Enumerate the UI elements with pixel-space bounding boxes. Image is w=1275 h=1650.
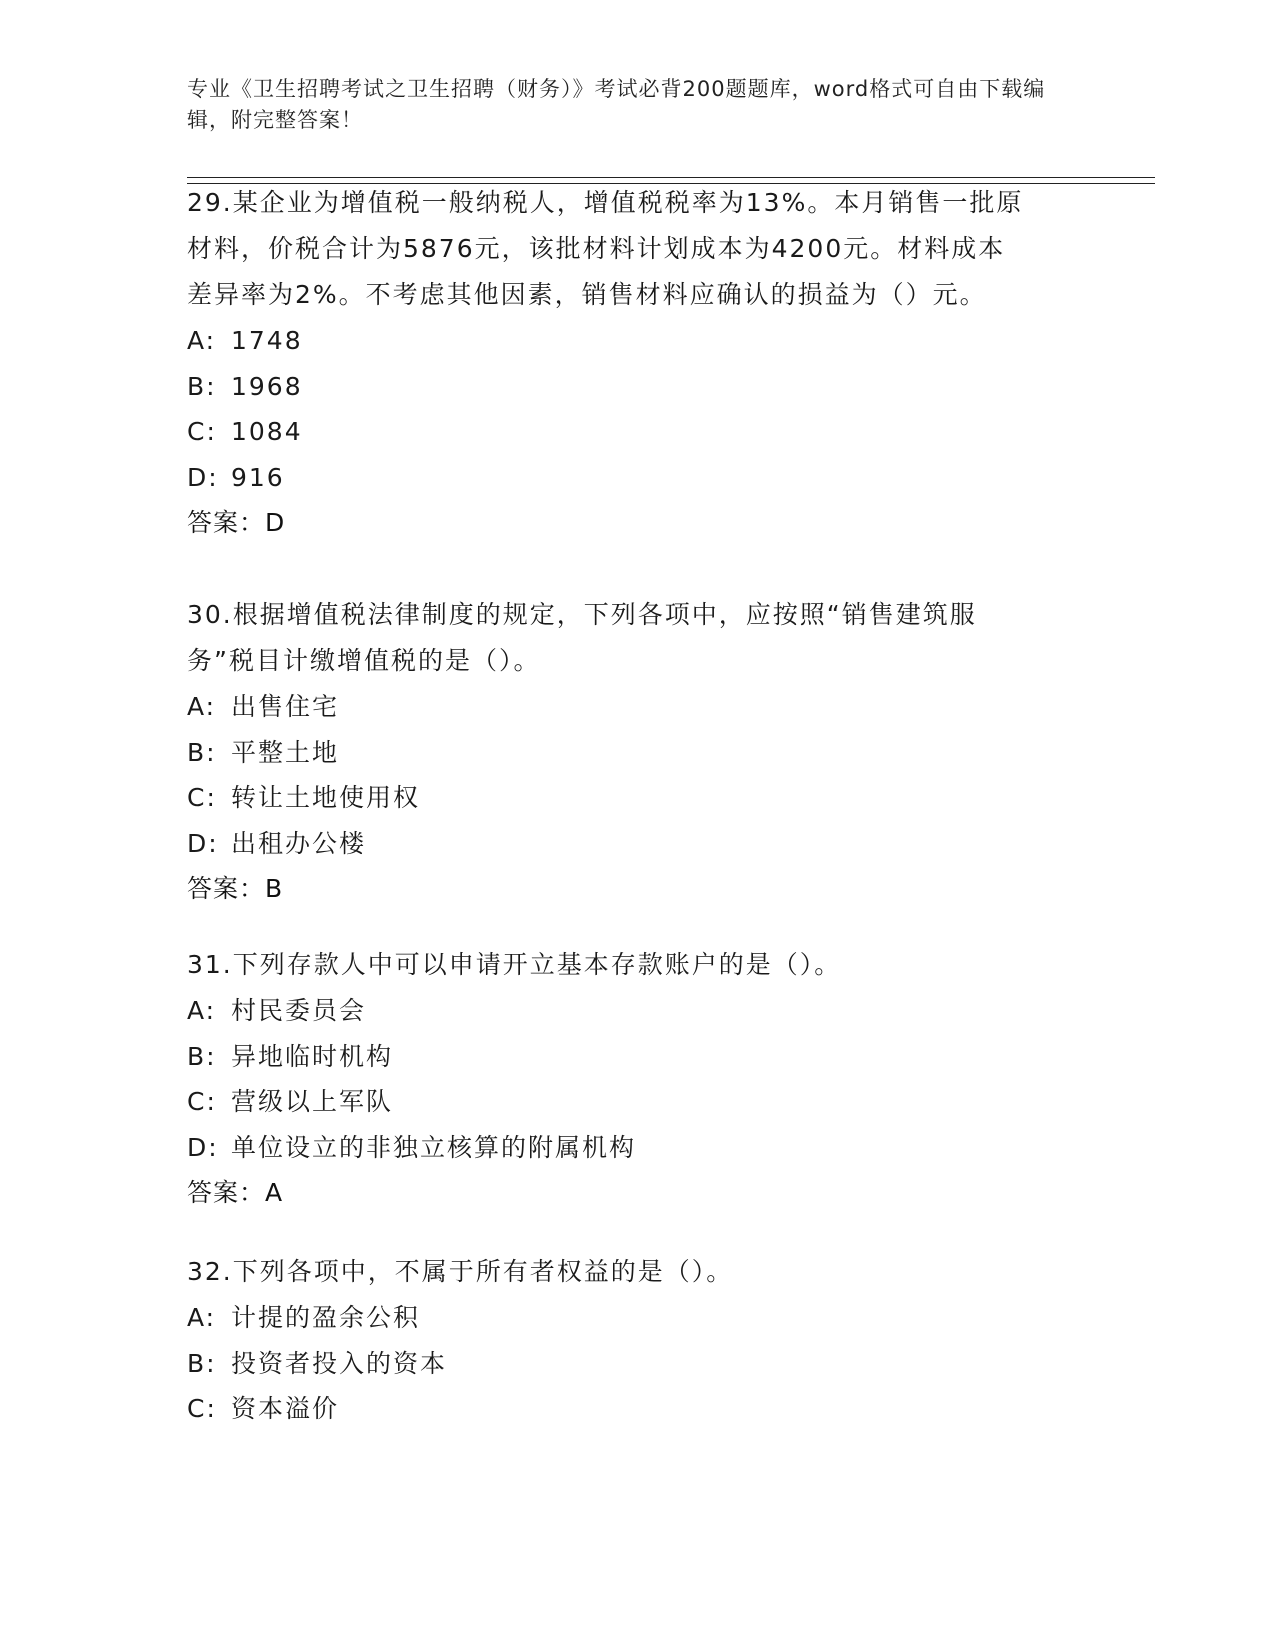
option-c xyxy=(187,1079,1087,1125)
option-letter: D: xyxy=(187,1132,219,1162)
option-a xyxy=(187,988,1087,1034)
question-29 xyxy=(187,180,1027,546)
option-text: 916 xyxy=(231,462,285,492)
option-letter: C: xyxy=(187,1087,217,1116)
option-letter: B: xyxy=(187,371,217,401)
option-letter: A: xyxy=(187,1303,217,1332)
option-c xyxy=(187,1386,1087,1432)
question-stem: 29.某企业为增值税一般纳税人，增值税税率为13%。本月销售一批原材料，价税合计为5876元，该批材料计划成本为4200元。材料成本差异率为2%。不考虑其他因素，销售材料应确认的损益为（）元。 xyxy=(187,188,1024,309)
option-text: 转让土地使用权 xyxy=(231,783,421,812)
option-letter: C: xyxy=(187,417,217,446)
option-letter: D: xyxy=(187,462,219,492)
option-letter: A: xyxy=(187,692,217,721)
question-30 xyxy=(187,592,1037,912)
option-text: 出售住宅 xyxy=(231,692,340,721)
option-a xyxy=(187,684,1037,730)
option-a xyxy=(187,1295,1087,1341)
document-header: 专业《卫生招聘考试之卫生招聘（财务）》考试必背200题题库，word格式可自由下载编辑，附完整答案！ xyxy=(187,77,1046,132)
question-stem: 30.根据增值税法律制度的规定，下列各项中，应按照“销售建筑服务”税目计缴增值税的是（）。 xyxy=(187,600,977,675)
option-text: 计提的盈余公积 xyxy=(231,1303,421,1332)
option-text: 1084 xyxy=(231,417,303,446)
option-letter: B: xyxy=(187,737,217,767)
option-text: 村民委员会 xyxy=(231,996,367,1025)
option-b xyxy=(187,730,1037,776)
option-text: 资本溢价 xyxy=(231,1394,340,1423)
answer-line: 答案：B xyxy=(187,874,284,903)
option-c xyxy=(187,775,1037,821)
option-b xyxy=(187,364,1027,410)
option-text: 单位设立的非独立核算的附属机构 xyxy=(231,1132,637,1162)
option-letter: A: xyxy=(187,326,217,355)
option-text: 异地临时机构 xyxy=(231,1041,394,1071)
option-text: 投资者投入的资本 xyxy=(231,1348,448,1378)
option-text: 1748 xyxy=(231,326,303,355)
option-text: 平整土地 xyxy=(231,737,340,767)
option-letter: A: xyxy=(187,996,217,1025)
option-d xyxy=(187,1125,1087,1171)
option-text: 营级以上军队 xyxy=(231,1087,394,1116)
option-text: 出租办公楼 xyxy=(231,828,367,858)
question-32 xyxy=(187,1249,1087,1432)
question-stem: 31.下列存款人中可以申请开立基本存款账户的是（）。 xyxy=(187,950,842,979)
option-letter: B: xyxy=(187,1041,217,1071)
option-text: 1968 xyxy=(231,371,303,401)
answer-line: 答案：A xyxy=(187,1178,284,1207)
option-c xyxy=(187,409,1027,455)
answer-line: 答案：D xyxy=(187,508,286,537)
option-b xyxy=(187,1341,1087,1387)
option-letter: B: xyxy=(187,1348,217,1378)
option-b xyxy=(187,1034,1087,1080)
option-letter: D: xyxy=(187,828,219,858)
option-letter: C: xyxy=(187,1394,217,1423)
option-d xyxy=(187,455,1027,501)
option-letter: C: xyxy=(187,783,217,812)
option-a xyxy=(187,318,1027,364)
option-d xyxy=(187,821,1037,867)
question-stem: 32.下列各项中，不属于所有者权益的是（）。 xyxy=(187,1257,734,1286)
question-31 xyxy=(187,942,1087,1216)
